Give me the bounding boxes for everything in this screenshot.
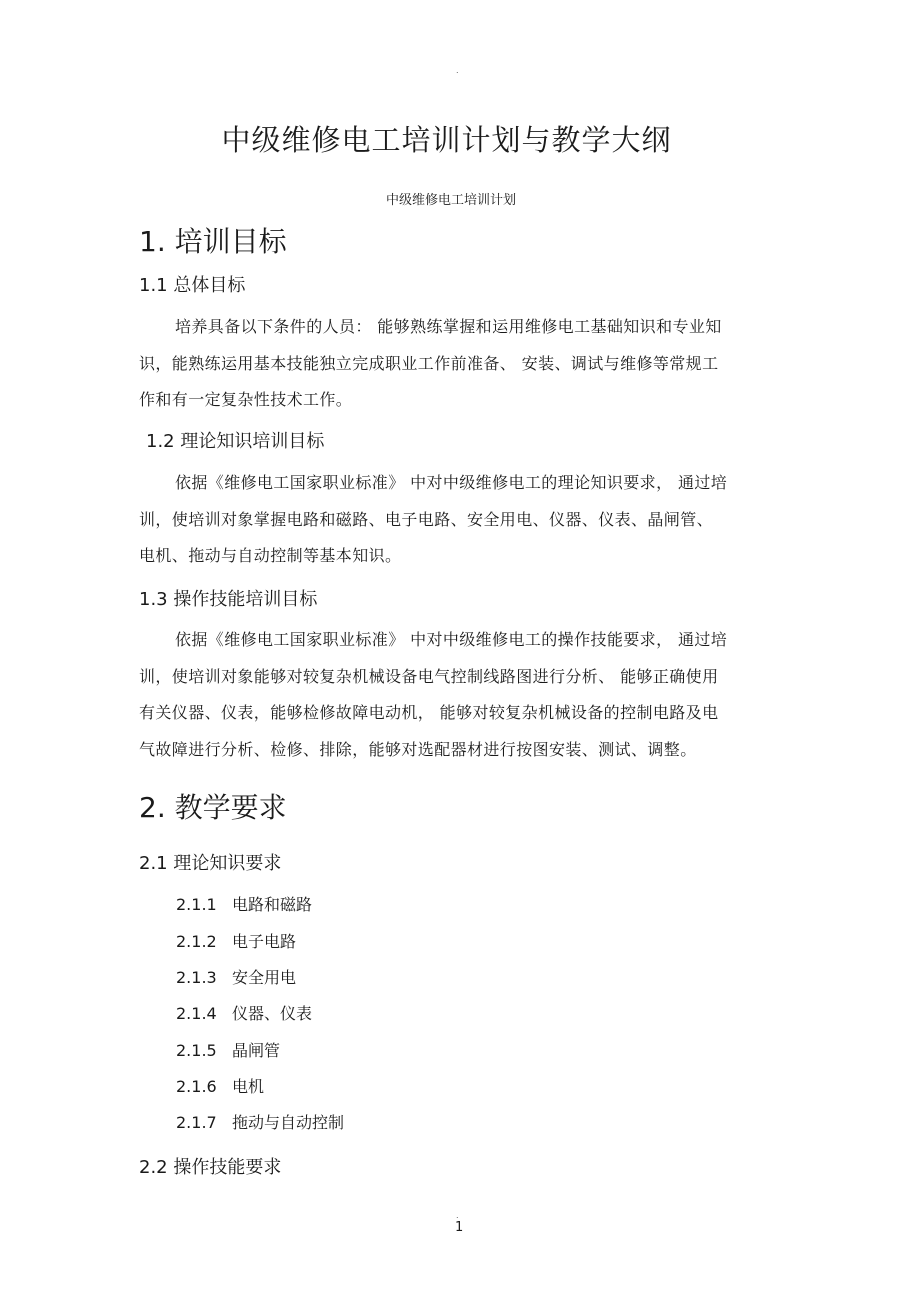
paragraph-line: 训，使培训对象能够对较复杂机械设备电气控制线路图进行分析、 能够正确使用 <box>139 666 719 686</box>
paragraph-line: 气故障进行分析、检修、排除，能够对选配器材进行按图安装、测试、调整。 <box>139 739 697 759</box>
item-text: 拖动与自动控制 <box>232 1113 345 1132</box>
bottom-dot: . <box>456 1211 459 1220</box>
item-number: 2.1.6 <box>176 1077 217 1096</box>
paragraph-line: 依据《维修电工国家职业标准》 中对中级维修电工的操作技能要求， 通过培 <box>175 630 728 649</box>
item-text: 安全用电 <box>232 968 297 987</box>
paragraph-line: 训，使培训对象掌握电路和磁路、电子电路、安全用电、仪器、仪表、晶闸管、 <box>139 509 714 529</box>
paragraph-line: 识，能熟练运用基本技能独立完成职业工作前准备、 安装、调试与维修等常规工 <box>139 353 719 373</box>
paragraph-line: 作和有一定复杂性技术工作。 <box>139 390 353 409</box>
item-text: 电路和磁路 <box>232 895 313 914</box>
section-2-2-heading: 2.2 操作技能要求 <box>139 1157 282 1178</box>
item-text: 晶闸管 <box>232 1041 281 1060</box>
list-item <box>176 965 296 988</box>
list-item <box>176 929 296 952</box>
item-text: 电子电路 <box>232 932 297 951</box>
item-number: 2.1.2 <box>176 932 217 951</box>
list-item <box>176 1110 344 1133</box>
paragraph-line: 依据《维修电工国家职业标准》 中对中级维修电工的理论知识要求， 通过培 <box>175 473 728 492</box>
section-2-heading: 2. 教学要求 <box>139 791 287 824</box>
paragraph-line: 有关仪器、仪表，能够检修故障电动机， 能够对较复杂机械设备的控制电路及电 <box>139 703 719 722</box>
paragraph-line: 电机、拖动与自动控制等基本知识。 <box>139 546 402 565</box>
item-text: 仪器、仪表 <box>232 1004 313 1023</box>
document-title: 中级维修电工培训计划与教学大纲 <box>221 123 672 157</box>
list-item <box>176 892 312 915</box>
list-item <box>176 1074 264 1097</box>
item-number: 2.1.3 <box>176 968 217 987</box>
section-1-3-paragraph <box>139 622 727 768</box>
document-subtitle: 中级维修电工培训计划 <box>385 193 516 208</box>
page-number: 1 <box>455 1220 464 1235</box>
top-dot: . <box>456 66 459 75</box>
item-number: 2.1.1 <box>176 895 217 914</box>
section-1-3-heading: 1.3 操作技能培训目标 <box>139 589 318 610</box>
list-item <box>176 1038 280 1061</box>
item-text: 电机 <box>232 1077 265 1096</box>
item-number: 2.1.4 <box>176 1004 217 1023</box>
paragraph-line: 培养具备以下条件的人员： 能够熟练掌握和运用维修电工基础知识和专业知 <box>175 317 722 336</box>
section-1-2-heading: 1.2 理论知识培训目标 <box>146 431 325 452</box>
item-number: 2.1.7 <box>176 1113 217 1132</box>
section-1-2-paragraph <box>139 465 727 575</box>
section-1-1-paragraph <box>139 309 722 419</box>
section-1-1-heading: 1.1 总体目标 <box>139 275 246 296</box>
item-number: 2.1.5 <box>176 1041 217 1060</box>
list-item <box>176 1001 312 1024</box>
section-2-1-heading: 2.1 理论知识要求 <box>139 853 282 874</box>
section-1-heading: 1. 培训目标 <box>139 225 287 258</box>
